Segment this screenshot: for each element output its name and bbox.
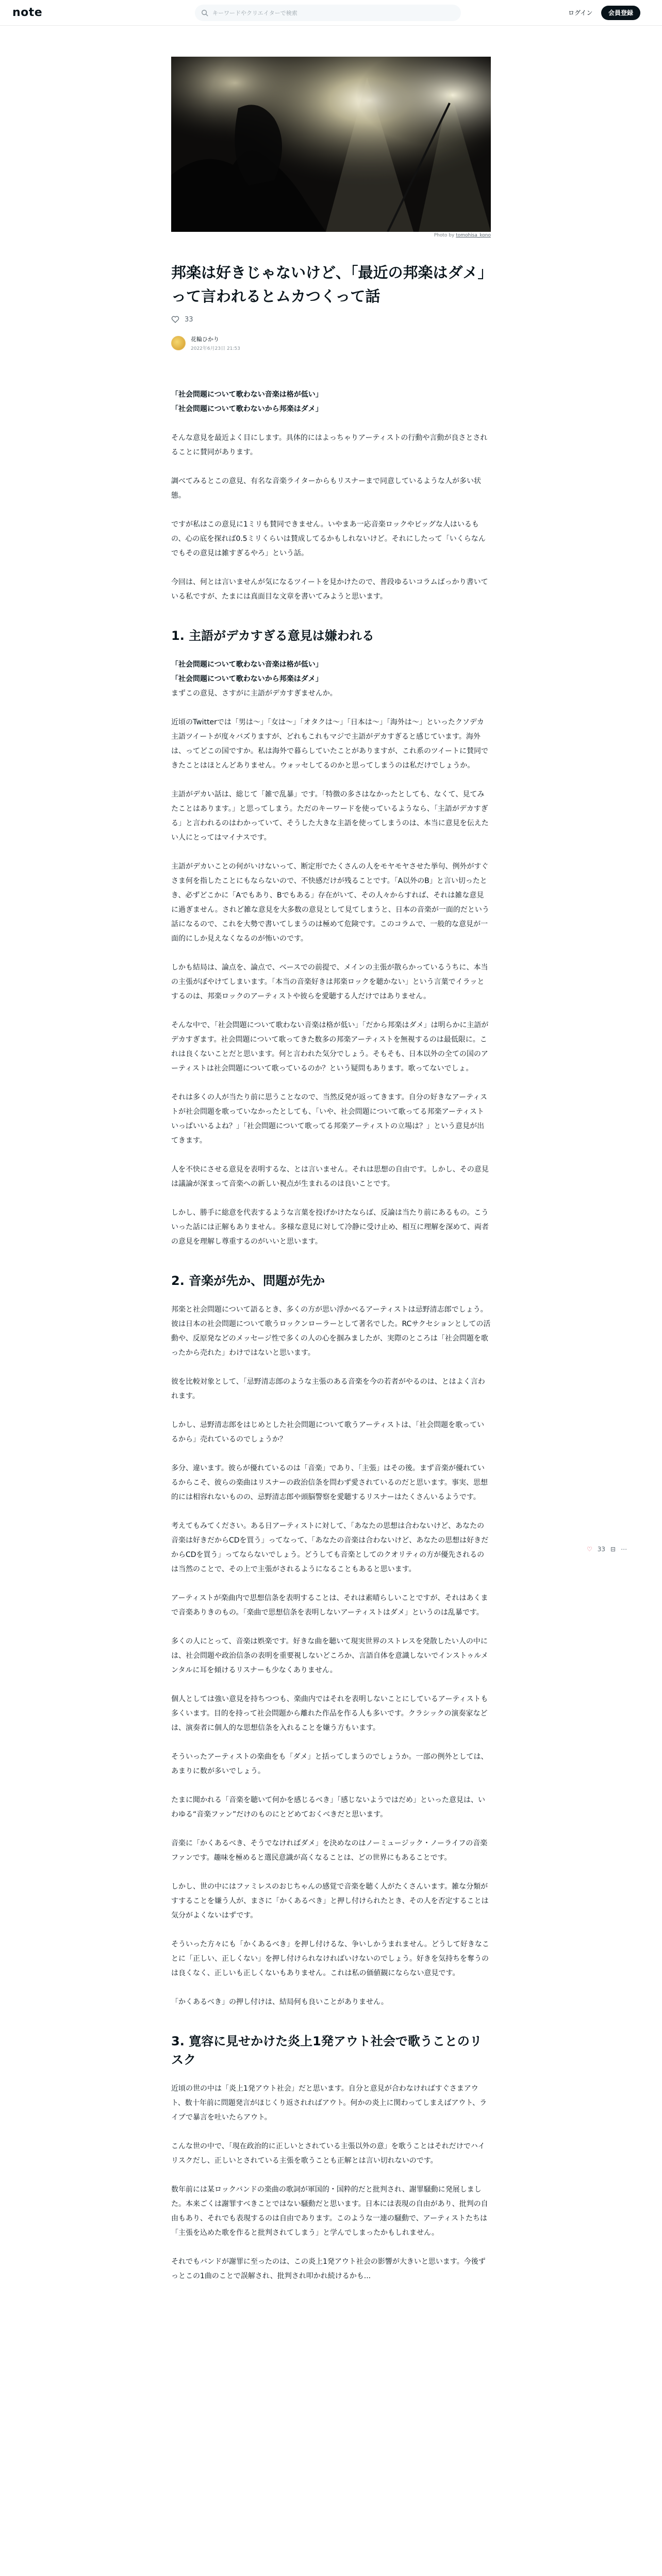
search-icon [201,9,208,16]
paragraph: 彼を比較対象として、「忌野清志郎のような主張のある音楽を今の若者がやるのは、とはよく言われます。 [171,1378,485,1400]
floating-actions [587,1546,627,1553]
search-box[interactable] [195,5,461,21]
author[interactable] [171,335,491,351]
author-name[interactable]: 花輪ひかり [191,336,219,343]
paragraph: それは多くの人が当たり前に思うことなので、当然反発が返ってきます。自分の好きなアーティストが社会問題を歌っていなかったとしても、「いや、社会問題について歌ってる邦楽アーティストいっぱいいるよね？」「社会問題について歌ってる邦楽アーティストの立場は？」という意見が出てきます。 [171,1093,488,1145]
section-heading: 2. 音楽が先か、問題が先か [171,1274,325,1288]
paragraph: 多くの人にとって、音楽は娯楽です。好きな曲を聴いて現実世界のストレスを発散したい人の中には、社会問題や政治信条の表明を重要視しないどころか、言語自体を意識しないでインストゥルメンタルに耳を傾けるリスナーも少なくありません。 [171,1637,488,1674]
paragraph: 今回は、何とは言いませんが気になるツイートを見かけたので、普段ゆるいコラムばっかり書いている私ですが、たまには真面目な文章を書いてみようと思います。 [171,578,488,601]
login-link[interactable]: ログイン [568,9,593,16]
paragraph: 「社会問題について歌わないから邦楽はダメ」 [171,675,323,683]
paragraph: 考えてもみてください。ある日アーティストに対して、「あなたの思想は合わないけど、あなたの音楽は好きだからCDを買う」ってなって、「あなたの音楽は合わないけど、あなたの思想は好きだからCDを買う」ってならないでしょう。どうしても音楽としてのクオリティの方が優先されるのは当然のことで、その上で主張がされるようになることもあると思います。 [171,1522,489,1573]
paragraph: 「社会問題について歌わない音楽は格が低い」 [171,391,323,399]
paragraph: しかも結局は、論点を、論点で、ベースでの前提で、メインの主張が散らかっているうちに、本当の主張がぼやけてしまいます。「本当の音楽好きは邦楽ロックを聴かない」という言葉でイラッとするのは、邦楽ロックのアーティストや彼らを愛聴する人だけではありません。 [171,963,488,1001]
paragraph: ですが私はこの意見に1ミリも賛同できません。いやまあ一応音楽ロックやビッグな人はいるもの、心の底を探れば0.5ミリくらいは賛成してるかもしれないけど。それにしたって「いくらなんでもその意見は雑すぎるやろ」という話。 [171,520,486,557]
like-area [171,315,491,324]
post-date: 2022年6月23日 21:53 [191,346,240,351]
paragraph: 「社会問題について歌わない音楽は格が低い」 [171,660,323,669]
article-title: 邦楽は好きじゃないけど、｢最近の邦楽はダメ｣って言われるとムカつくって話 [171,264,486,305]
paragraph: 主語がデカいことの何がいけないって、断定形でたくさんの人をモヤモヤさせた挙句、例外がすぐさま何を指したことにもならないので、不快感だけが残ることです。「A以外のB」と言い切ったとき、必ずどこかに「Aでもあり、Bでもある」存在がいて、その人々からすれば、それは雑な意見に過ぎません。されど雑な意見を大多数の意見として見てしまうと、日本の音楽が一面的だという話になるので、これを大勢で書いてしまうのは極めて危険です。このコラムで、一般的な意見が一面的にしか見えなくなるのが怖いのです。 [171,862,489,943]
paragraph: アーティストが楽曲内で思想信条を表明することは、それは素晴らしいことですが、それはあくまで音楽ありきのもの。「楽曲で思想信条を表明しないアーティストはダメ」というのは乱暴です。 [171,1594,488,1617]
paragraph: 音楽に「かくあるべき、そうでなければダメ」を決めなのはノーミュージック・ノーライフの音楽ファンです。趣味を極めると選民意識が高くなることは、どの世界にもあることです。 [171,1839,488,1862]
paragraph: そういったアーティストの楽曲をも「ダメ」と括ってしまうのでしょうか。一部の例外としては、あまりに数が多いでしょう。 [171,1753,488,1775]
register-button[interactable]: 会員登録 [601,6,640,20]
paragraph: 「社会問題について歌わないから邦楽はダメ」 [171,405,323,413]
paragraph: 「かくあるべき」の押し付けは、結局何も良いことがありません。 [171,1998,388,2006]
paragraph: 近頃のTwitterでは「男は〜」「女は〜」「オタクは〜」「日本は〜」「海外は〜」といったクソデカ主語ツイートが度々バズりますが、どれもこれもマジで主語がデカすぎると感じています。海外は、ってどこの国ですか。私は海外で暮らしていたことがありますが、これ系のツイートに賛同できたことはほとんどありません。ウォッセしてるのかと思ってしまうのは私だけでしょうか。 [171,718,489,770]
paragraph: そんな中で、「社会問題について歌わない音楽は格が低い」「だから邦楽はダメ」は明らかに主語がデカすぎます。社会問題について歌ってきた数多の邦楽アーティストを無視するのは最低限に。これは良くないことだと思います。何と言われた気分でしょう。そもそも、日本以外の全ての国のアーティストは社会問題について歌っているのか？という疑問もあります。歌ってないでしょ。 [171,1021,489,1073]
paragraph: 近頃の世の中は「炎上1発アウト社会」だと思います。自分と意見が合わなければすぐさまアウト、数十年前に問題発言がほじくり返されればアウト。何かの炎上に関わってしまえばアウト、ライブで暴言を吐いたらアウト。 [171,2084,487,2122]
section-heading: 1. 主語がデカすぎる意見は嫌われる [171,629,374,643]
paragraph: 数年前には某ロックバンドの楽曲の歌詞が軍国的・国粋的だと批判され、謝罪騒動に発展しました。本来ごくは謝罪すべきことではない騒動だと思います。日本には表現の自由があり、批判の自由もあり、それでも表現するのは自由であります。このような一連の騒動で、アーティストたちは「主張を込めた歌を作ると批判されてしまう」と学んでしまったかもしれません。 [171,2185,488,2237]
note-logo[interactable]: note [12,6,43,19]
paragraph: しかし、世の中にはファミレスのおじちゃんの感覚で音楽を聴く人がたくさんいます。雑な分類がすすることを嫌う人が、まさに「かくあるべき」と押し付けられたとき、その人を否定することは気分がよくないはずです。 [171,1883,489,1920]
paragraph: しかし、勝手に総意を代表するような言葉を投げかけたならば、反論は当たり前にあるもの。こういった話には正解もありません。多様な意見に対して冷静に受け止め、相互に理解を深めて、両者の意見を理解し尊重するのがいいと思います。 [171,1209,489,1246]
paragraph: 個人としては強い意見を持ちつつも、楽曲内ではそれを表明しないことにしているアーティストも多くいます。目的を持って社会問題から離れた作品を作る人も多いです。クラシックの演奏家などは、演奏者に個人的な思想信条を入れることを嫌う方もいます。 [171,1695,488,1732]
heart-icon[interactable]: ♡ [587,1546,592,1553]
paragraph: こんな世の中で、「現在政治的に正しいとされている主張以外の意」を歌うことはそれだけでハイリスクだし、正しいとされている主張を歌うことも正解とは言い切れないのです。 [171,2142,485,2165]
side-like-count: 33 [597,1546,606,1553]
hero-image [171,57,491,232]
paragraph: 主語がデカい話は、総じて「雑で乱暴」です。「特徴の多さはなかったとしても、なくて、見てみたことはあります。」と思ってしまう。ただのキーワードを使っているようなら、「主語がデカすぎる」と言われるのはわかっていて、そうした大きな主語を使ってしまうのは、本当に意見を伝えたい人にとってはマイナスです。 [171,790,489,842]
photo-credit-author[interactable]: tomohisa_kono [456,233,491,238]
paragraph: そんな意見を最近よく目にします。具体的にはよっちゃりアーティストの行動や言動が良さとされることに賛同があります。 [171,434,488,456]
paragraph: まずこの意見、さすがに主語がデカすぎませんか。 [171,689,337,698]
avatar[interactable] [171,336,186,350]
paragraph: 多分、違います。彼らが優れているのは「音楽」であり、「主張」はその後。まず音楽が優れているからこそ、彼らの楽曲はリスナーの政治信条を問わず愛されているのだと思います。事実、思想的には相容れないものの、忌野清志郎や頭脳警察を愛聴するリスナーはたくさんいるようです。 [171,1464,488,1501]
more-icon[interactable]: ⋯ [621,1546,627,1553]
like-count: 33 [185,315,193,324]
bookmark-icon[interactable]: ⊟ [610,1546,616,1553]
section-heading: 3. 寛容に見せかけた炎上1発アウト社会で歌うことのリスク [171,2034,482,2067]
paragraph: それでもバンドが謝罪に至ったのは、この炎上1発アウト社会の影響が大きいと思います。今後ずっとこの1曲のことで誤解され、批判され叩かれ続けるかも... [171,2258,486,2280]
paragraph: そういった方々にも「かくあるべき」を押し付けるな、争いしかうまれません。どうして好きなことに「正しい、正しくない」を押し付けられなければいけないのでしょう。好きを気持ちを奪うのは良くなく、正しいも正しくないもありません。これは私の価値観にならない意見です。 [171,1940,489,1977]
paragraph: しかし、忌野清志郎をはじめとした社会問題について歌うアーティストは、「社会問題を歌っているから」売れているのでしょうか？ [171,1421,485,1444]
paragraph: 調べてみるとこの意見、有名な音楽ライターからもリスナーまで同意しているような人が多い状態。 [171,477,482,500]
heart-icon[interactable] [171,315,179,324]
top-nav [0,0,662,26]
concert-photo [171,57,491,232]
photo-credit: Photo by tomohisa_kono [434,233,491,238]
article [171,57,491,2298]
search-input[interactable] [212,10,450,16]
paragraph: たまに聞かれる「音楽を聴いて何かを感じるべき」「感じないようではだめ」といった意見は、いわゆる“音楽ファン”だけのものにとどめておくべきだと思います。 [171,1796,485,1819]
article-body [171,387,491,2283]
paragraph: 人を不快にさせる意見を表明するな、とは言いません。それは思想の自由です。しかし、その意見は議論が深まって音楽への新しい視点が生まれるのは良いことです。 [171,1165,489,1188]
paragraph: 邦楽と社会問題について語るとき、多くの方が思い浮かべるアーティストは忌野清志郎でしょう。彼は日本の社会問題について歌うロックンローラーとして著名でした。RCサクセションとしての活動や、反原発などのメッセージ性で多くの人の心を掴みましたが、実際のところは「社会問題を歌ったから売れた」わけではないと思います。 [171,1306,491,1357]
